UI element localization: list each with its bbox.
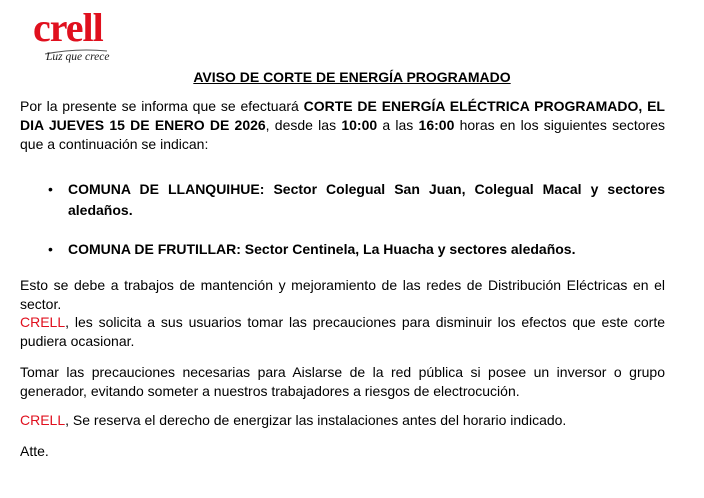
intro-start-time: 10:00 [341, 117, 378, 133]
logo-tagline: Luz que crece [46, 51, 110, 63]
logo-wordmark: crell [33, 5, 103, 50]
intro-text-3: a las [377, 117, 419, 133]
reserve-text: , Se reserva el derecho de energizar las instalaciones antes del horario indicado. [65, 412, 567, 428]
intro-text-2: , desde las [265, 117, 342, 133]
closing: Atte. [20, 443, 49, 459]
bullet-icon: • [48, 241, 53, 257]
intro-text-1: Por la presente se informa que se efectuará [20, 98, 304, 114]
intro-outage-date: CORTE DE ENERGÍA ELÉCTRICA PROGRAMADO, EL DIA JUEVES 15 DE ENERO DE 2026 [20, 98, 665, 133]
sector-item-frutillar: COMUNA DE FRUTILLAR: Sector Centinela, La Huacha y sectores aledaños. [68, 241, 576, 257]
precautions-paragraph: Tomar las precauciones necesarias para Aislarse de la red pública si posee un inversor o grupo generador, evitando someter a nuestros trabajadores a riesgos de electrocución. [20, 364, 665, 399]
intro-paragraph [20, 97, 665, 154]
sector-item-llanquihue: COMUNA DE LLANQUIHUE: Sector Colegual San Juan, Colegual Macal y sectores aledaños. [68, 181, 665, 218]
brand-name: CRELL [20, 314, 66, 330]
brand-name: CRELL [20, 412, 66, 428]
bullet-icon: • [48, 181, 53, 197]
crell-logo [33, 5, 113, 66]
request-text: , les solicita a sus usuarios tomar las precauciones para disminuir los efectos que este corte pudiera ocasionar. [20, 314, 665, 349]
reason-paragraph: Esto se debe a trabajos de mantención y mejoramiento de las redes de Distribución Eléctricas en el sector. [20, 277, 665, 312]
intro-end-time: 16:00 [418, 117, 455, 133]
notice-title: AVISO DE CORTE DE ENERGÍA PROGRAMADO [193, 69, 511, 85]
reserve-paragraph [20, 411, 665, 430]
intro-text-4: horas en los siguientes sectores que a continuación se indican: [20, 117, 665, 152]
request-paragraph [20, 313, 665, 351]
